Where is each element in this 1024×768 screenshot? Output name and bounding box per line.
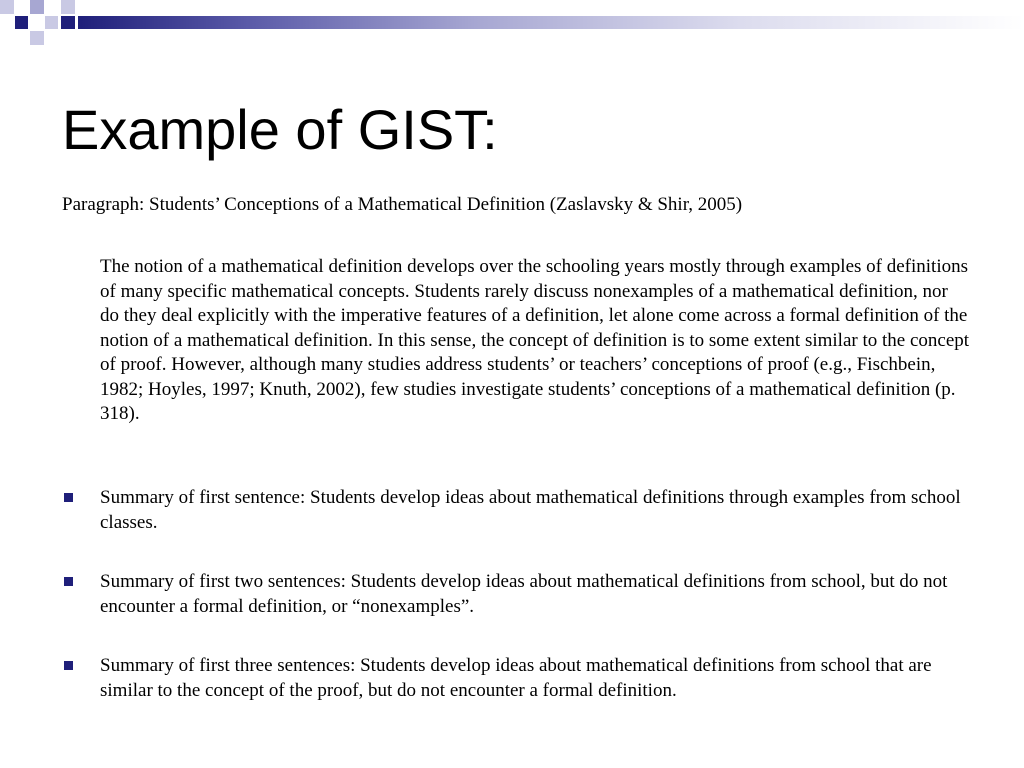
decor-square [45,16,58,29]
decor-square [30,0,44,14]
list-item [62,570,982,619]
summary-list [62,486,982,738]
summary-text: Summary of first three sentences: Students develop ideas about mathematical definitions from school that are similar to the concept of the proof, but do not encounter a formal definition. [100,655,932,701]
decor-square [15,16,28,29]
list-item [62,486,982,535]
decor-square [61,16,75,29]
decor-square [30,31,44,45]
paragraph-label: Paragraph: Students’ Conceptions of a Mathematical Definition (Zaslavsky & Shir, 2005) [62,194,743,215]
quoted-paragraph: The notion of a mathematical definition develops over the schooling years mostly through examples of definitions of many specific mathematical concepts. Students rarely discuss nonexamples of a mathematical definition, nor do they deal explicitly with the imperative features of a definition, let alone come across a formal definition of the notion of a mathematical definition. In this sense, the concept of definition is to some extent similar to the concept of proof. However, although many studies address students’ or teachers’ conceptions of proof (e.g., Fischbein, 1982; Hoyles, 1997; Knuth, 2002), few studies investigate students’ conceptions of a mathematical definition (p. 318). [100,256,970,424]
square-bullet-icon [64,577,73,586]
square-bullet-icon [64,661,73,670]
decor-square [61,0,75,14]
summary-text: Summary of first sentence: Students develop ideas about mathematical definitions through examples from school classes. [100,487,961,533]
page-title: Example of GIST: [62,98,498,161]
header-gradient-bar [78,16,1024,29]
summary-text: Summary of first two sentences: Students develop ideas about mathematical definitions from school, but do not encounter a formal definition, or “nonexamples”. [100,571,948,617]
header-decoration [0,0,1024,46]
decor-square [0,0,14,14]
list-item [62,654,982,703]
square-bullet-icon [64,493,73,502]
